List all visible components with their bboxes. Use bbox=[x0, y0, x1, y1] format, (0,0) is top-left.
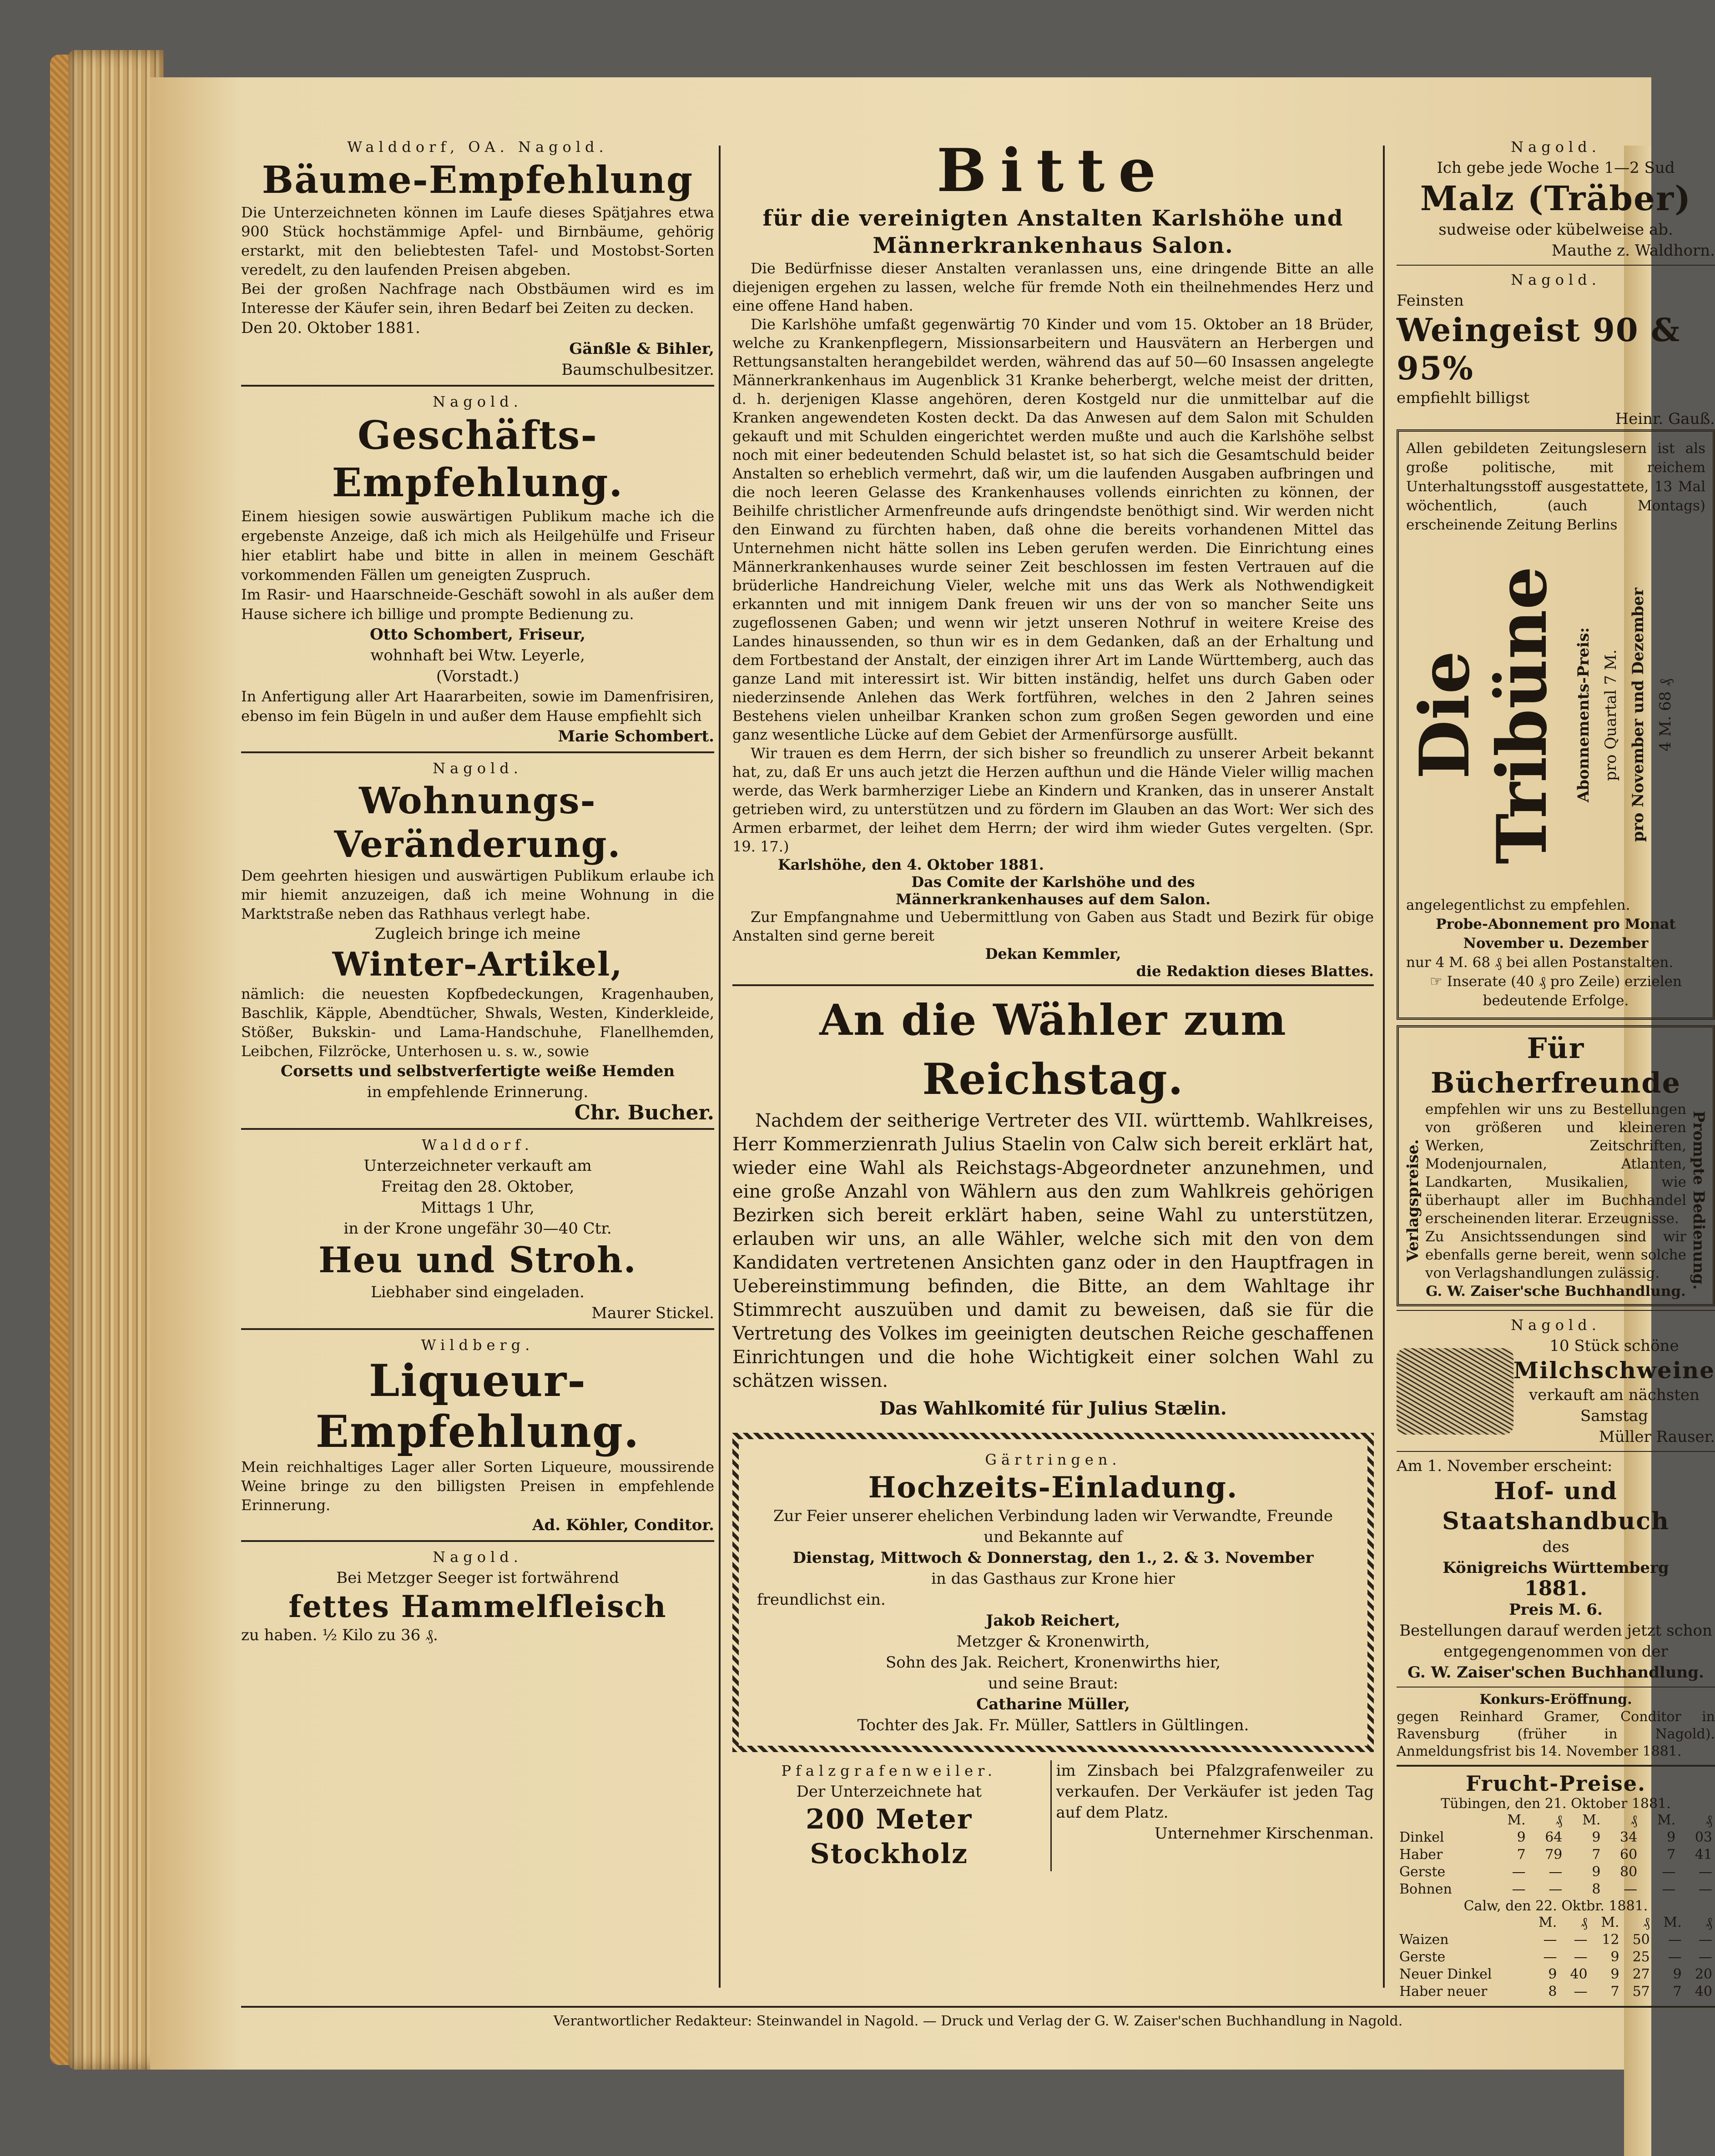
ad-hochzeit bbox=[732, 1433, 1374, 1752]
prices-value: 7 bbox=[1667, 1847, 1676, 1863]
prices-value: — bbox=[1512, 1864, 1526, 1880]
ad-baeume bbox=[241, 136, 714, 380]
prices-unit: ₰ bbox=[1555, 1812, 1563, 1828]
ad-title: Die Tribüne bbox=[1405, 566, 1562, 864]
ad-title: Empfehlung. bbox=[315, 1406, 640, 1457]
ad-body: Die Unterzeichneten können im Laufe dieses Spätjahres etwa 900 Stück hochstämmige Apfel- und Birnbäume, gehörig erstarkt, mit den beliebtesten Tafel- und Mostobst-Sorten veredelt, zu den laufenden Preisen abgeben. bbox=[241, 204, 714, 278]
article-waehler bbox=[732, 991, 1374, 1425]
ad-date: Den 20. Oktober 1881. bbox=[241, 319, 420, 337]
article-paragraph: Nachdem der seitherige Vertreter des VII. württemb. Wahlkreises, Herr Kommerzienrath Julius Staelin von Calw sich bereit erklärt hat, wieder eine Wahl als Reichstags-Abgeordneter anzunehmen, und eine große Anzahl von Wählern aus den zum Wahlkreis gehörigen Bezirken sich bereit erklärt haben, seine Wahl zu unterstützen, erlauben wir uns, an alle Wähler, welche sich mit den von dem Kandidaten vertretenen Ansichten ganz oder in den Hauptfragen in Uebereinstimmung befinden, die Bitte, an dem Wahltage ihr Stimmrecht auszuüben und damit zu beweisen, daß sie für die Vertretung des Volkes im geeinigten deutschen Reiche geschaffenen Einrichtungen und die hohe Wichtigkeit einer solchen Wahl zu schätzen wissen. bbox=[732, 1110, 1374, 1391]
article-paragraph: Wir trauen es dem Herrn, der sich bisher so freundlich zu unserer Arbeit bekannt hat, zu, daß Er uns auch jetzt die Herzen aufthun und die Hände Vieler willig machen werde, das Werk barmherziger Liebe an Kindern und Kranken, das in unserer Anstalt getrieben wird, zu unterstützen und zu fördern im Glauben an das Wort: Wer sich des Armen erbarmet, der leihet dem Herrn; der wird ihm wieder Gutes vergelten. (Spr. 19. 17.) bbox=[732, 745, 1374, 855]
ad-body: Freitag den 28. Oktober, bbox=[381, 1178, 575, 1196]
prices-value: 64 bbox=[1545, 1829, 1563, 1845]
prices-unit: ₰ bbox=[1705, 1914, 1712, 1930]
prices-value: — bbox=[1662, 1864, 1676, 1880]
article-paragraph: Die Karlshöhe umfaßt gegenwärtig 70 Kinder und vom 15. Oktober an 18 Brüder, welche zu Krankenpflegern, Missionsarbeitern und Hausvätern an Herbergen und Rettungsanstalten herangebildet werden, während das auf 50—60 Insassen angelegte Männerkrankenhaus im Augenblick 31 Kranke beherbergt, welche meist der dritten, d. h. derjenigen Klasse angehören, deren Kostgeld nur die unmittelbar auf die Kranken angewendeten Kosten deckt. Da das Anwesen auf dem Salon mit Schulden gekauft und mit Schulden eingerichtet werden mußte und auch die Karlshöhe selbst noch mit einer bedeutenden Schuld belastet ist, so hat sich die Gesamtschuld beider Anstalten so erheblich vermehrt, daß wir, um die laufenden Ausgaben aufbringen und die noch leeren Gelasse des Krankenhauses vollends einrichten zu können, der Beihilfe christlicher Armenfreunde aufs dringendste benöthigt sind. Wir werden nicht den Einwand zu fürchten haben, daß ohne die bereits vorhandenen Mittel das Unternehmen nicht hätte sollen ins Leben gerufen werden. Die Einrichtung eines Männerkrankenhauses wurde seiner Zeit beschlossen im festen Vertrauen auf die brüderliche Handreichung Vieler, welche mit uns das Werk als Nothwendigkeit erkannten und mit innigem Dank freuen wir uns der von so mancher Seite uns zugeflossenen Gaben; und wenn wir jetzt unseren Nothruf in weitere Kreise des Landes hinaussenden, so thun wir es in dem Gedanken, daß an der Erhaltung und dem Fortbestand der Anstalt, der einzigen ihrer Art im Lande Württemberg, auch das ganze Land mit interessirt ist. Wir bitten inständig, helfet uns durch Gaben oder niederzinsende Anlehen das Werk fortführen, welches in den 2 Jahren seines Bestehens vielen unheilbar Kranken schon zum großen Segen geworden und eine ganz wesentliche Lücke auf dem Gebiet der Armenfürsorge ausfüllt. bbox=[732, 316, 1374, 743]
table-row bbox=[1397, 1931, 1715, 1949]
ad-body: Zu Ansichtssendungen sind wir ebenfalls gerne bereit, wenn solche von Verlagshandlungen zulässig. bbox=[1425, 1229, 1686, 1281]
ad-body: Im Rasir- und Haarschneide-Geschäft sowohl in als außer dem Hause sichere ich billige und prompte Bedienung zu. bbox=[241, 586, 714, 623]
prices-value: 12 bbox=[1602, 1932, 1619, 1948]
prices-grain: Gerste bbox=[1399, 1949, 1446, 1965]
ad-title: Empfehlung. bbox=[332, 460, 624, 506]
ad-body: Feinsten bbox=[1397, 292, 1464, 310]
ad-body: nämlich: die neuesten Kopfbedeckungen, Kragenhauben, Baschlik, Käpple, Abendtücher, Shwals, Westen, Kinderkleide, Stößer, Bukskin- und Lama-Handschuhe, Flanellhemden, Leibchen, Filzröcke, Unterhosen u. s. w., sowie bbox=[241, 985, 714, 1060]
table-row bbox=[1397, 1846, 1715, 1864]
prices-value: 25 bbox=[1632, 1949, 1650, 1965]
ad-title: Liqueur- bbox=[368, 1355, 587, 1406]
ad-signature: Gänßle & Bihler, bbox=[569, 340, 714, 358]
ad-body: Probe-Abonnement pro Monat November u. Dezember bbox=[1436, 916, 1676, 952]
ad-tribuene bbox=[1397, 429, 1715, 1020]
ad-signature: Jakob Reichert, bbox=[986, 1612, 1120, 1630]
ad-signature: Heinr. Gauß. bbox=[1615, 410, 1715, 428]
prices-value: — bbox=[1574, 1932, 1588, 1948]
ad-title: Heu und Stroh. bbox=[318, 1239, 637, 1281]
ad-hammel bbox=[241, 1546, 714, 1646]
ad-place: Nagold. bbox=[433, 393, 523, 410]
ad-body: In Anfertigung aller Art Haararbeiten, sowie im Damenfrisiren, ebenso im fein Bügeln in und außer dem Hause empfiehlt sich bbox=[241, 688, 714, 725]
ad-signature: Chr. Bucher. bbox=[574, 1101, 714, 1124]
ad-malz bbox=[1397, 136, 1715, 261]
prices-unit: M. bbox=[1507, 1812, 1526, 1828]
ad-buecher bbox=[1397, 1025, 1715, 1306]
prices-grain: Bohnen bbox=[1399, 1881, 1452, 1897]
article-paragraph: Zur Empfangnahme und Uebermittlung von Gaben aus Stadt und Bezirk für obige Anstalten sind gerne bereit bbox=[732, 908, 1374, 944]
ad-body: Abonnements-Preis: bbox=[1574, 627, 1593, 803]
ad-body: Bei Metzger Seeger ist fortwährend bbox=[336, 1569, 619, 1587]
article-signature: Dekan Kemmler, bbox=[985, 945, 1121, 962]
prices-value: 03 bbox=[1695, 1829, 1712, 1845]
ad-title: Weingeist 90 & 95% bbox=[1397, 311, 1681, 387]
prices-unit: M. bbox=[1538, 1914, 1557, 1930]
table-row bbox=[1397, 1864, 1715, 1881]
notice-title: Konkurs-Eröffnung. bbox=[1479, 1692, 1632, 1708]
table-row bbox=[1397, 1881, 1715, 1898]
ad-signature: wohnhaft bei Wtw. Leyerle, bbox=[370, 646, 585, 665]
article-signature: die Redaktion dieses Blattes. bbox=[1136, 962, 1374, 980]
prices-place: Calw, den 22. Oktbr. 1881. bbox=[1463, 1898, 1648, 1914]
prices-value: 60 bbox=[1619, 1847, 1638, 1863]
article-signature: Das Comite der Karlshöhe und des bbox=[911, 873, 1195, 891]
prices-value: — bbox=[1699, 1864, 1712, 1880]
ad-body: zu haben. ½ Kilo zu 36 ₰. bbox=[241, 1626, 438, 1644]
prices-unit: ₰ bbox=[1630, 1812, 1638, 1828]
ad-body: empfehlen wir uns zu Bestellungen von größeren und kleineren Werken, Zeitschriften, Modenjournalen, Atlanten, Landkarten, Musikalien, wie überhaupt aller im Buchhandel erscheinenden literar. Erzeugnisse. bbox=[1425, 1101, 1686, 1227]
ad-milchschweine bbox=[1397, 1315, 1715, 1447]
prices-unit: ₰ bbox=[1580, 1914, 1588, 1930]
ad-body: 4 M. 68 ₰ bbox=[1656, 679, 1675, 751]
prices-grain: Waizen bbox=[1399, 1932, 1449, 1948]
ad-body: Unterzeichneter verkauft am bbox=[363, 1157, 592, 1175]
prices-value: — bbox=[1543, 1949, 1557, 1965]
prices-value: 9 bbox=[1667, 1829, 1676, 1845]
ad-signature: Marie Schombert. bbox=[558, 727, 714, 746]
article-bitte bbox=[732, 136, 1374, 980]
prices-value: 7 bbox=[1673, 1984, 1682, 2000]
prices-value: 79 bbox=[1545, 1847, 1563, 1863]
prices-value: — bbox=[1624, 1881, 1638, 1897]
article-date: Karlshöhe, den 4. Oktober 1881. bbox=[778, 856, 1044, 873]
tribune-prices bbox=[1570, 540, 1679, 890]
ad-signature: G. W. Zaiser'schen Buchhandlung. bbox=[1407, 1663, 1704, 1682]
prices-value: 9 bbox=[1592, 1829, 1601, 1845]
prices-value: 40 bbox=[1570, 1966, 1588, 1982]
prices-value: — bbox=[1699, 1881, 1712, 1897]
ad-body: Corsetts und selbstverfertigte weiße Hemden bbox=[280, 1062, 675, 1080]
prices-value: 9 bbox=[1517, 1829, 1526, 1845]
ad-place: Wildberg. bbox=[421, 1336, 535, 1354]
ad-body: des bbox=[1542, 1538, 1569, 1556]
ad-signature: Tochter des Jak. Fr. Müller, Sattlers in Gültlingen. bbox=[857, 1716, 1249, 1734]
prices-value: — bbox=[1662, 1881, 1676, 1897]
prices-value: 8 bbox=[1592, 1881, 1601, 1897]
prices-value: — bbox=[1574, 1949, 1588, 1965]
ad-place: Pfalzgrafenweiler. bbox=[781, 1762, 997, 1779]
pig-illustration-icon bbox=[1397, 1348, 1513, 1435]
ad-body: freundlichst ein. bbox=[757, 1591, 886, 1609]
ad-signature: (Vorstadt.) bbox=[436, 667, 520, 685]
ad-body: Ich gebe jede Woche 1—2 Sud bbox=[1437, 159, 1675, 177]
column-middle bbox=[732, 136, 1374, 1871]
table-row bbox=[1397, 1829, 1715, 1846]
prices-table bbox=[1397, 1914, 1715, 2000]
ad-body: Preis M. 6. bbox=[1509, 1601, 1603, 1619]
ad-place: Nagold. bbox=[1511, 1316, 1601, 1334]
table-row bbox=[1397, 1949, 1715, 1966]
pointing-hand-icon: ☞ bbox=[1430, 973, 1447, 990]
ad-body: Dienstag, Mittwoch & Donnerstag, den 1., 2. & 3. November bbox=[792, 1549, 1314, 1567]
ad-title: Hof- und Staatshandbuch bbox=[1442, 1477, 1670, 1535]
ad-title: Winter-Artikel, bbox=[332, 945, 623, 983]
ad-place: Nagold. bbox=[1511, 271, 1601, 288]
book-page-edges bbox=[68, 50, 164, 2070]
ad-body: 10 Stück schöne bbox=[1549, 1337, 1679, 1355]
prices-unit: M. bbox=[1657, 1812, 1676, 1828]
prices-value: — bbox=[1699, 1932, 1712, 1948]
ad-place: Nagold. bbox=[433, 1548, 523, 1566]
article-paragraph: Die Bedürfnisse dieser Anstalten veranlassen uns, eine dringende Bitte an alle diejenigen ergehen zu lassen, welche für fremde Noth ein theilnehmendes Herz und eine offene Hand haben. bbox=[732, 260, 1374, 314]
ad-body: Bestellungen darauf werden jetzt schon entgegengenommen von der bbox=[1399, 1622, 1712, 1661]
ad-staatshandbuch bbox=[1397, 1456, 1715, 1683]
table-row bbox=[1397, 1983, 1715, 2000]
prices-value: — bbox=[1699, 1949, 1712, 1965]
fruchtpreise bbox=[1397, 1771, 1715, 2000]
ad-body: nur 4 M. 68 ₰ bei allen Postanstalten. bbox=[1406, 954, 1674, 971]
ad-signature: Sohn des Jak. Reichert, Kronenwirths hier, bbox=[885, 1653, 1221, 1672]
ad-body: Mittags 1 Uhr, bbox=[421, 1199, 535, 1217]
ad-title: Wohnungs- bbox=[359, 779, 596, 822]
ad-signature: Müller Rauser. bbox=[1599, 1428, 1715, 1446]
prices-grain: Gerste bbox=[1399, 1864, 1446, 1880]
prices-value: 50 bbox=[1632, 1932, 1650, 1948]
ad-body: Am 1. November erscheint: bbox=[1397, 1457, 1613, 1475]
ad-wohnung bbox=[241, 758, 714, 1123]
prices-grain: Neuer Dinkel bbox=[1399, 1966, 1492, 1982]
prices-unit: M. bbox=[1582, 1812, 1601, 1828]
prices-unit: ₰ bbox=[1705, 1812, 1712, 1828]
ad-body: pro November und Dezember bbox=[1629, 588, 1647, 842]
ad-geschaeft bbox=[241, 391, 714, 747]
ad-body: im Zinsbach bei Pfalzgrafenweiler zu verkaufen. Der Verkäufer ist jeden Tag auf dem Platz. bbox=[1056, 1762, 1374, 1822]
ad-stockholz bbox=[732, 1760, 1374, 1871]
article-title: An die Wähler zum Reichstag. bbox=[819, 995, 1287, 1104]
ad-body: sudweise oder kübelweise ab. bbox=[1438, 221, 1673, 239]
ad-signature: Baumschulbesitzer. bbox=[561, 361, 714, 379]
ad-side-label: Prompte Bedienung. bbox=[1690, 1111, 1708, 1290]
ad-body: Einem hiesigen sowie auswärtigen Publikum mache ich die ergebenste Anzeige, daß ich mich als Heilgehülfe und Friseur hier etablirt habe und bitte in allen in meinem Geschäft vorkommenden Fällen um geneigten Zuspruch. bbox=[241, 508, 714, 584]
prices-value: 7 bbox=[1517, 1847, 1526, 1863]
ad-liqueur bbox=[241, 1335, 714, 1536]
ad-body: Bei der großen Nachfrage nach Obstbäumen wird es im Interesse der Käufer sein, ihren Bedarf bei Zeiten zu decken. bbox=[241, 280, 714, 317]
ad-title: Für Bücherfreunde bbox=[1430, 1032, 1681, 1099]
ad-body: pro Quartal 7 M. bbox=[1602, 649, 1620, 781]
ad-title: Milchschweine bbox=[1513, 1357, 1715, 1384]
notice-body: gegen Reinhard Gramer, Conditor in Ravensburg (früher in Nagold). Anmeldungsfrist bis 14. November 1881. bbox=[1397, 1709, 1715, 1759]
ad-body: Der Unterzeichnete hat bbox=[796, 1783, 982, 1801]
prices-value: 40 bbox=[1695, 1984, 1712, 2000]
ad-title: 200 Meter Stockholz bbox=[806, 1803, 973, 1870]
ad-body: Liebhaber sind eingeladen. bbox=[371, 1283, 585, 1301]
column-rule bbox=[719, 146, 721, 1988]
prices-value: — bbox=[1668, 1949, 1682, 1965]
prices-value: — bbox=[1668, 1932, 1682, 1948]
ad-signature: Ad. Köhler, Conditor. bbox=[532, 1516, 714, 1534]
ad-place: Walddorf. bbox=[422, 1136, 534, 1154]
article-subtitle: für die vereinigten Anstalten Karlshöhe und Männerkrankenhaus Salon. bbox=[762, 206, 1344, 258]
ad-body: Zugleich bringe ich meine bbox=[374, 925, 581, 943]
prices-unit-row bbox=[1397, 1812, 1715, 1829]
prices-grain: Haber bbox=[1399, 1847, 1443, 1863]
notice-konkurs bbox=[1397, 1691, 1715, 1760]
prices-unit: M. bbox=[1663, 1914, 1682, 1930]
prices-unit: M. bbox=[1601, 1914, 1619, 1930]
prices-value: 57 bbox=[1632, 1984, 1650, 2000]
prices-grain: Dinkel bbox=[1399, 1829, 1444, 1845]
ad-body: angelegentlichst zu empfehlen. bbox=[1406, 897, 1630, 913]
newspaper-page bbox=[150, 77, 1715, 2070]
prices-value: 7 bbox=[1610, 1984, 1619, 2000]
article-signature: Männerkrankenhauses auf dem Salon. bbox=[896, 891, 1211, 908]
prices-value: 27 bbox=[1632, 1966, 1650, 1982]
prices-value: 34 bbox=[1619, 1829, 1638, 1845]
ad-side-label: Verlagspreise. bbox=[1404, 1139, 1422, 1262]
table-row bbox=[1397, 1966, 1715, 1983]
ad-title: Bäume-Empfehlung bbox=[262, 158, 694, 202]
prices-unit-row bbox=[1397, 1914, 1715, 1931]
ad-signature: Metzger & Kronenwirth, bbox=[956, 1632, 1150, 1651]
ad-signature: Unternehmer Kirschenman. bbox=[1154, 1824, 1374, 1843]
ad-place: Nagold. bbox=[1511, 138, 1601, 156]
ad-body: in der Krone ungefähr 30—40 Ctr. bbox=[343, 1219, 612, 1238]
prices-value: — bbox=[1574, 1984, 1588, 2000]
tribune-block bbox=[1406, 540, 1705, 890]
prices-value: 80 bbox=[1619, 1864, 1638, 1880]
ad-body: Allen gebildeten Zeitungslesern ist als große politische, mit reichem Unterhaltungsstoff ausgestattete, 13 Mal wöchentlich, (auch Montags) erscheinende Zeitung Berlins bbox=[1406, 440, 1705, 533]
prices-table bbox=[1397, 1812, 1715, 1898]
ad-body: Zur Feier unserer ehelichen Verbindung laden wir Verwandte, Freunde und Bekannte auf bbox=[773, 1507, 1333, 1546]
ad-body: Königreichs Württemberg bbox=[1443, 1559, 1669, 1577]
ad-body: Dem geehrten hiesigen und auswärtigen Publikum erlaube ich mir hiemit anzuzeigen, daß ich meine Wohnung in die Marktstraße neben das Rathhaus verlegt habe. bbox=[241, 867, 714, 922]
prices-title: Frucht-Preise. bbox=[1465, 1771, 1646, 1796]
prices-unit: ₰ bbox=[1643, 1914, 1650, 1930]
ad-place: Walddorf, OA. Nagold. bbox=[347, 138, 608, 156]
ad-body: empfiehlt billigst bbox=[1397, 389, 1530, 407]
ad-signature: und seine Braut: bbox=[988, 1674, 1119, 1693]
prices-value: 7 bbox=[1592, 1847, 1601, 1863]
prices-value: 20 bbox=[1695, 1966, 1712, 1982]
ad-title: Geschäfts- bbox=[357, 413, 598, 458]
ad-signature: Catharine Müller, bbox=[976, 1695, 1130, 1713]
prices-grain: Haber neuer bbox=[1399, 1984, 1488, 2000]
column-right bbox=[1397, 136, 1715, 2000]
article-signature: Das Wahlkomité für Julius Stælin. bbox=[879, 1398, 1227, 1419]
ad-signature: Otto Schombert, Friseur, bbox=[369, 625, 585, 644]
ad-body: in das Gasthaus zur Krone hier bbox=[931, 1570, 1175, 1588]
prices-value: 9 bbox=[1592, 1864, 1601, 1880]
prices-value: 9 bbox=[1548, 1966, 1557, 1982]
ad-signature: Maurer Stickel. bbox=[591, 1304, 714, 1322]
ad-title: Veränderung. bbox=[334, 823, 621, 866]
ad-inserate: Inserate (40 ₰ pro Zeile) erzielen bedeutende Erfolge. bbox=[1447, 973, 1682, 1009]
ad-weingeist bbox=[1397, 269, 1715, 429]
prices-value: — bbox=[1543, 1932, 1557, 1948]
ad-heu bbox=[241, 1134, 714, 1324]
column-rule bbox=[1383, 146, 1385, 1988]
prices-value: 9 bbox=[1610, 1966, 1619, 1982]
ad-body: 1881. bbox=[1524, 1577, 1587, 1600]
ad-body bbox=[1406, 972, 1705, 1010]
prices-value: 9 bbox=[1673, 1966, 1682, 1982]
article-title: Bitte bbox=[936, 136, 1170, 205]
prices-place: Tübingen, den 21. Oktober 1881. bbox=[1441, 1796, 1671, 1812]
ad-body: in empfehlende Erinnerung. bbox=[367, 1083, 589, 1101]
column-left bbox=[241, 136, 714, 1646]
prices-value: — bbox=[1549, 1864, 1563, 1880]
ad-place: Gärtringen. bbox=[985, 1451, 1121, 1468]
ad-signature: Mauthe z. Waldhorn. bbox=[1551, 242, 1715, 260]
ad-body: Mein reichhaltiges Lager aller Sorten Liqueure, moussirende Weine bringe zu den billigsten Preisen in empfehlende Erinnerung. bbox=[241, 1458, 714, 1514]
ad-body: verkauft am nächsten Samstag bbox=[1528, 1386, 1700, 1425]
ad-title: Hochzeits-Einladung. bbox=[868, 1471, 1238, 1505]
prices-value: 9 bbox=[1610, 1949, 1619, 1965]
ad-signature: G. W. Zaiser'sche Buchhandlung. bbox=[1426, 1283, 1686, 1300]
prices-value: 8 bbox=[1548, 1984, 1557, 2000]
ad-title: fettes Hammelfleisch bbox=[288, 1589, 667, 1624]
prices-value: — bbox=[1512, 1881, 1526, 1897]
prices-value: 41 bbox=[1695, 1847, 1712, 1863]
prices-value: — bbox=[1549, 1881, 1563, 1897]
ad-place: Nagold. bbox=[433, 760, 523, 777]
imprint-footer: Verantwortlicher Redakteur: Steinwandel in Nagold. — Druck und Verlag der G. W. Zaiser'schen Buchhandlung in Nagold. bbox=[241, 2006, 1715, 2029]
ad-title: Malz (Träber) bbox=[1420, 179, 1692, 218]
